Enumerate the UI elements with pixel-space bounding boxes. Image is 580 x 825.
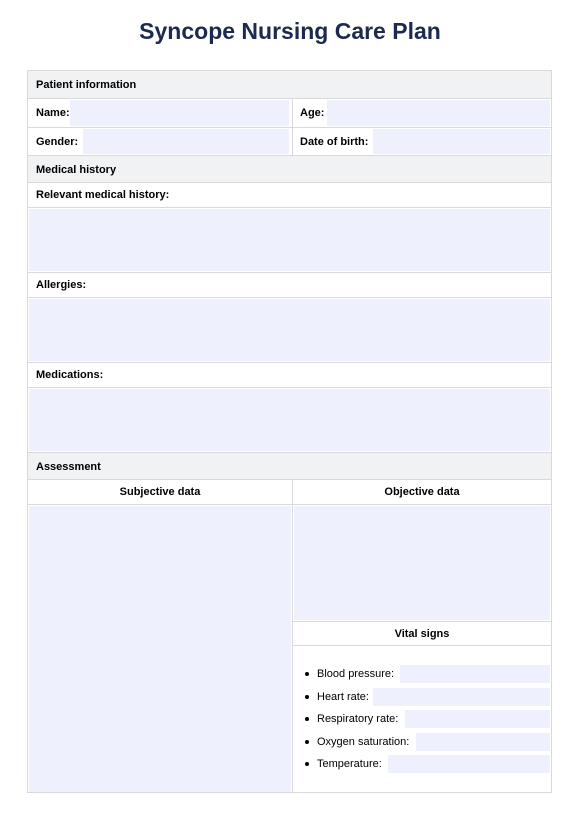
gender-dob-row xyxy=(28,128,551,156)
temperature-field[interactable] xyxy=(388,755,550,773)
respiratory-rate-field[interactable] xyxy=(405,710,550,728)
allergies-field[interactable] xyxy=(29,299,550,361)
dob-label: Date of birth: xyxy=(300,136,369,148)
vital-signs-header xyxy=(293,621,551,646)
assessment-columns-header xyxy=(28,480,551,505)
medications-row xyxy=(28,388,551,453)
vital-signs-label: Vital signs xyxy=(394,628,450,640)
section-title: Medical history xyxy=(36,164,117,176)
objective-data-field[interactable] xyxy=(294,506,550,620)
care-plan-form xyxy=(27,70,552,793)
blood-pressure-field[interactable] xyxy=(400,665,550,683)
age-label: Age: xyxy=(300,107,325,119)
heart-rate-field[interactable] xyxy=(373,688,550,706)
section-title: Assessment xyxy=(36,461,101,473)
bullet-icon xyxy=(305,762,309,766)
age-field[interactable] xyxy=(327,100,550,126)
relevant-history-row xyxy=(28,208,551,273)
patient-information-header xyxy=(28,71,551,99)
medications-field[interactable] xyxy=(29,389,550,451)
temperature-label: Temperature: xyxy=(317,758,382,770)
blood-pressure-label: Blood pressure: xyxy=(317,668,395,680)
gender-field[interactable] xyxy=(83,129,289,154)
dob-field[interactable] xyxy=(373,129,550,154)
medications-label: Medications: xyxy=(36,369,104,381)
bullet-icon xyxy=(305,717,309,721)
relevant-history-label: Relevant medical history: xyxy=(36,189,170,201)
bullet-icon xyxy=(305,672,309,676)
allergies-label-row xyxy=(28,273,551,298)
heart-rate-label: Heart rate: xyxy=(317,691,369,703)
gender-label: Gender: xyxy=(36,136,79,148)
vital-signs-list xyxy=(293,646,551,793)
bullet-icon xyxy=(305,695,309,699)
subjective-data-field[interactable] xyxy=(29,506,291,792)
section-title: Patient information xyxy=(36,79,137,91)
allergies-label: Allergies: xyxy=(36,279,87,291)
medications-label-row xyxy=(28,363,551,388)
oxygen-saturation-label: Oxygen saturation: xyxy=(317,736,410,748)
medical-history-header xyxy=(28,156,551,183)
objective-data-label: Objective data xyxy=(384,486,460,498)
divider xyxy=(292,99,293,127)
respiratory-rate-label: Respiratory rate: xyxy=(317,713,399,725)
relevant-history-field[interactable] xyxy=(29,209,550,271)
name-label: Name: xyxy=(36,107,70,119)
name-age-row xyxy=(28,99,551,128)
subjective-data-label: Subjective data xyxy=(119,486,201,498)
assessment-header xyxy=(28,453,551,480)
allergies-row xyxy=(28,298,551,363)
relevant-history-label-row xyxy=(28,183,551,208)
divider xyxy=(292,128,293,155)
bullet-icon xyxy=(305,740,309,744)
name-field[interactable] xyxy=(70,100,289,126)
oxygen-saturation-field[interactable] xyxy=(416,733,550,751)
page-title: Syncope Nursing Care Plan xyxy=(139,18,441,44)
